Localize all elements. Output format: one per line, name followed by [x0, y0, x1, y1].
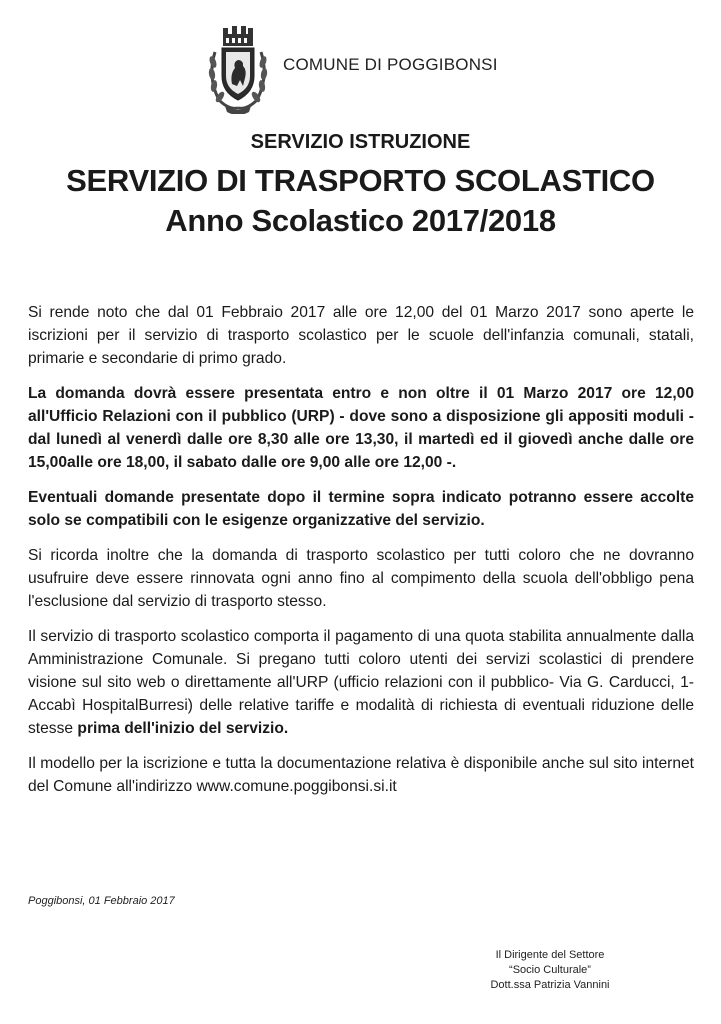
- paragraph-annual-renewal: Si ricorda inoltre che la domanda di trasporto scolastico per tutti coloro che ne dovranno usufruire deve essere rinnovata ogni anno fino al compimento della scuola dell'obbligo pena l'esclusione dal servizio di trasporto stesso.: [28, 547, 694, 610]
- paragraph-registration-period: Si rende noto che dal 01 Febbraio 2017 alle ore 12,00 del 01 Marzo 2017 sono aperte le iscrizioni per il servizio di trasporto scolastico per le scuole dell'infanzia comunali, statali, primarie e secondarie di primo grado.: [28, 304, 694, 367]
- fees-text: Il servizio di trasporto scolastico comporta il pagamento di una quota stabilita annualmente dalla Amministrazione Comunale. Si pregano tutti coloro utenti dei servizi scolastici di prendere visione sul sito web o direttamente all'URP (ufficio relazioni con il pubblico- Via G. Carducci, 1- Accabì HospitalBurresi) delle relative tariffe e modalità di richiesta di eventuali riduzione delle stesse: [28, 628, 694, 737]
- paragraph-submission-deadline: La domanda dovrà essere presentata entro e non oltre il 01 Marzo 2017 ore 12,00 all'Ufficio Relazioni con il pubblico (URP) - dove sono a disposizione gli appositi moduli - dal lunedì al venerdì dalle ore 8,30 alle ore 13,30, il martedì ed il giovedì anche dalle ore 15,00alle ore 18,00, il sabato dalle ore 9,00 alle ore 12,00 -.: [28, 385, 694, 471]
- document-titles: [0, 128, 721, 240]
- signature-sector: “Socio Culturale”: [509, 964, 591, 976]
- document-date: Poggibonsi, 01 Febbraio 2017: [28, 895, 175, 907]
- signature-name: Dott.ssa Patrizia Vannini: [490, 979, 610, 991]
- paragraph-website: Il modello per la iscrizione e tutta la documentazione relativa è disponibile anche sul sito internet del Comune all'indirizzo www.comune.poggibonsi.si.it: [28, 755, 694, 795]
- paragraph-fees: [28, 625, 694, 740]
- fees-bold-text: prima dell'inizio del servizio.: [77, 720, 289, 737]
- notice-body: [28, 301, 694, 810]
- signature-role: Il Dirigente del Settore: [495, 949, 605, 961]
- signature-block: [470, 948, 630, 993]
- paragraph-late-applications: Eventuali domande presentate dopo il termine sopra indicato potranno essere accolte solo se compatibili con le esigenze organizzative del servizio.: [28, 489, 694, 529]
- main-title: SERVIZIO DI TRASPORTO SCOLASTICO: [66, 163, 655, 198]
- city-crest-icon: [205, 22, 271, 114]
- municipality-name: COMUNE DI POGGIBONSI: [283, 55, 498, 74]
- letterhead: [205, 22, 498, 114]
- department-title: SERVIZIO ISTRUZIONE: [250, 131, 471, 153]
- school-year-title: Anno Scolastico 2017/2018: [165, 203, 556, 238]
